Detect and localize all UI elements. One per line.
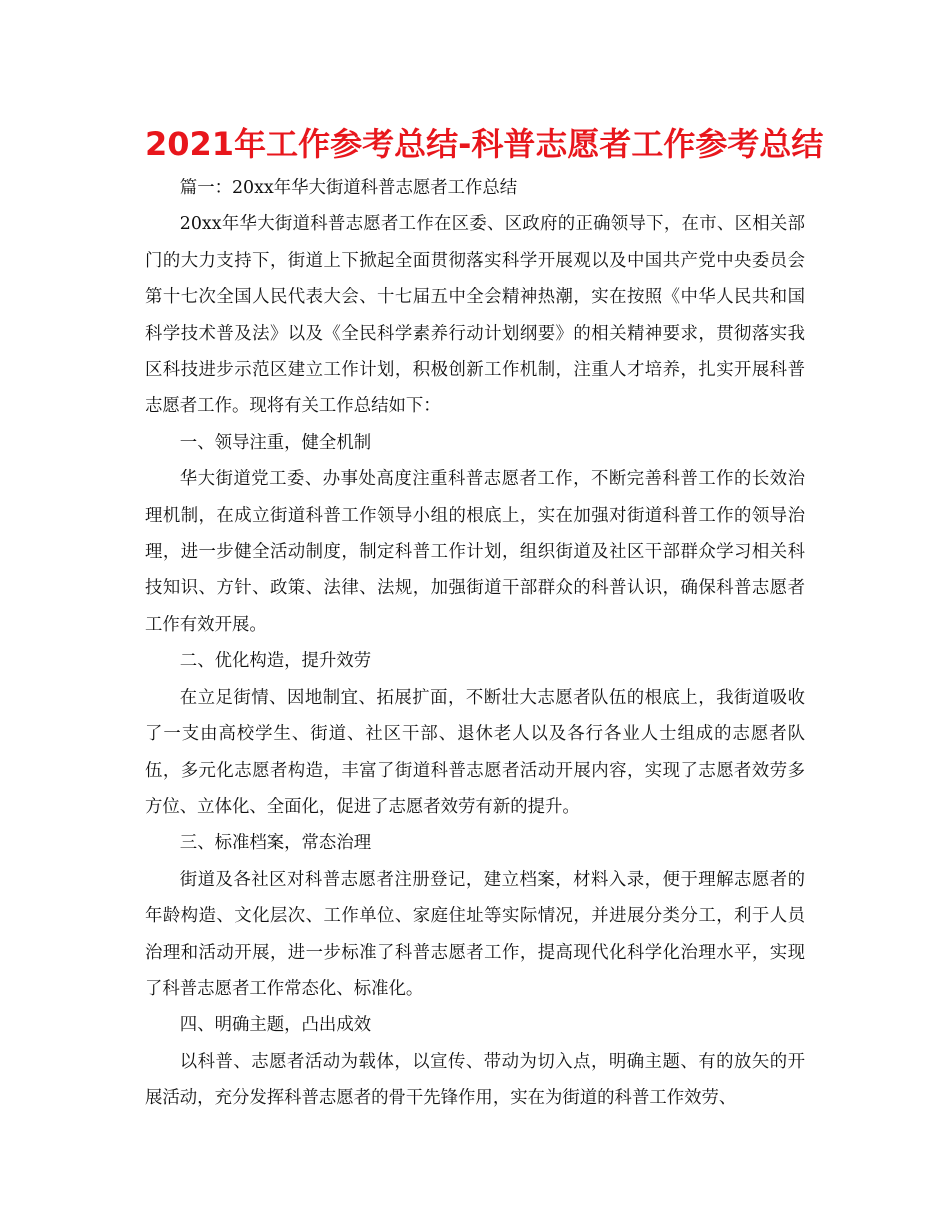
document-title: 2021年工作参考总结-科普志愿者工作参考总结: [145, 125, 824, 163]
section-paragraph: 华大街道党工委、办事处高度注重科普志愿者工作，不断完善科普工作的长效治理机制，在成立街道科普工作领导小组的根底上，实在加强对街道科普工作的领导治理，进一步健全活动制度，制定科普工作计划，组织街道及社区干部群众学习相关科技知识、方针、政策、法律、法规，加强街道干部群众的科普认识，确保科普志愿者工作有效开展。: [145, 469, 805, 635]
section-paragraph: 街道及各社区对科普志愿者注册登记，建立档案，材料入录，便于理解志愿者的年龄构造、文化层次、工作单位、家庭住址等实际情况，并进展分类分工，利于人员治理和活动开展，进一步标准了科普志愿者工作，提高现代化科学化治理水平，实现了科普志愿者工作常态化、标准化。: [145, 869, 805, 999]
section-heading: 一、领导注重，健全机制: [179, 432, 372, 453]
section-heading: 三、标准档案，常态治理: [179, 833, 372, 854]
document-page: [145, 120, 824, 1117]
section-paragraph: 在立足街情、因地制宜、拓展扩面，不断壮大志愿者队伍的根底上，我街道吸收了一支由高校学生、街道、社区干部、退休老人以及各行各业人士组成的志愿者队伍，多元化志愿者构造，丰富了街道科普志愿者活动开展内容，实现了志愿者效劳多方位、立体化、全面化，促进了志愿者效劳有新的提升。: [145, 687, 805, 817]
section-heading: 二、优化构造，提升效劳: [179, 651, 372, 672]
intro-paragraph: 20xx年华大街道科普志愿者工作在区委、区政府的正确领导下，在市、区相关部门的大力支持下，街道上下掀起全面贯彻落实科学开展观以及中国共产党中央委员会第十七次全国人民代表大会、十七届五中全会精神热潮，实在按照《中华人民共和国科学技术普及法》以及《全民科学素养行动计划纲要》的相关精神要求，贯彻落实我区科技进步示范区建立工作计划，积极创新工作机制，注重人才培养，扎实开展科普志愿者工作。现将有关工作总结如下：: [145, 214, 805, 417]
section-heading: 四、明确主题，凸出成效: [179, 1015, 372, 1036]
section-paragraph: 以科普、志愿者活动为载体，以宣传、带动为切入点，明确主题、有的放矢的开展活动，充分发挥科普志愿者的骨干先锋作用，实在为街道的科普工作效劳、: [145, 1051, 805, 1109]
document-body: [145, 170, 805, 1117]
document-subtitle: 篇一：20xx年华大街道科普志愿者工作总结: [179, 178, 518, 198]
